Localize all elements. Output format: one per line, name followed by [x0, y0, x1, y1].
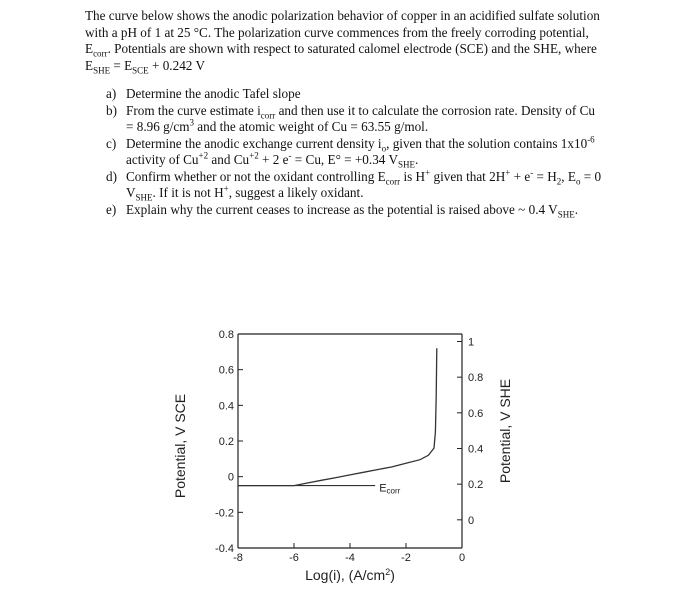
eshe-sub: SHE: [93, 65, 111, 76]
intro-line-2: with a pH of 1 at 25 °C. The polarization curve commences from the freely corroding potential,: [85, 24, 589, 40]
question-b-label: b): [106, 102, 117, 118]
qd-s3: o: [575, 176, 581, 187]
ecorr-annotation: Ecorr: [379, 482, 401, 496]
qd-t2: is H: [400, 168, 426, 184]
y-left-tick-label: -0.4: [215, 543, 234, 555]
qd-t4: + e: [510, 168, 531, 184]
qc-t6: = Cu, E° = +0.34 V: [291, 152, 398, 167]
qc-t2: , given that the solution contains 1x10: [386, 135, 588, 151]
question-a-text: Determine the anodic Tafel slope: [126, 86, 301, 101]
chart-group: [172, 329, 513, 583]
qc-t4: and Cu: [208, 152, 250, 167]
intro-line-1: The curve below shows the anodic polarization behavior of copper in an acidified sulfate solution: [85, 8, 600, 23]
x-tick-label: -4: [345, 552, 355, 564]
y-right-tick-label: 0.2: [468, 479, 484, 492]
y-right-tick-label: 0.8: [468, 372, 484, 385]
qd-s4: SHE: [135, 192, 153, 203]
qb-t3: = 8.96 g/cm: [126, 119, 190, 134]
qc-t1: Determine the anodic exchange current density i: [126, 135, 382, 151]
y-right-tick-label: 0.4: [468, 443, 484, 456]
qc-sup2: +2: [198, 150, 209, 161]
qd-t9: . If it is not H: [152, 185, 224, 200]
y-left-axis-label: Potential, V SCE: [172, 393, 188, 499]
qc-t7: .: [415, 152, 419, 167]
y-left-tick-label: -0.2: [215, 507, 234, 520]
qd-t8: V: [126, 185, 136, 200]
qc-t5: + 2 e: [258, 152, 289, 167]
y-left-tick-label: 0.8: [218, 329, 234, 341]
qb-t4: and the atomic weight of Cu = 63.55 g/mol.: [193, 119, 429, 134]
qd-sup1: +: [425, 167, 431, 178]
qb-s1: corr: [260, 110, 276, 121]
qd-sup3: -: [530, 167, 534, 178]
x-axis-label-sup: 2: [385, 567, 391, 577]
x-axis-label-end: ): [390, 567, 395, 583]
ecorr-annotation-sub: corr: [386, 486, 401, 496]
qc-s1: o: [381, 143, 387, 154]
x-tick-label: -8: [233, 552, 243, 564]
ecorr-e: E: [85, 41, 94, 56]
y-right-tick-label: 0: [468, 514, 475, 527]
qd-t1: Confirm whether or not the oxidant controlling E: [126, 168, 386, 184]
plus-offset: + 0.242 V: [148, 57, 205, 73]
qb-t1: From the curve estimate i: [126, 102, 261, 118]
qd-sup4: +: [223, 183, 229, 194]
qd-t3: given that 2H: [430, 168, 506, 184]
qc-sup4: -: [288, 150, 292, 161]
qd-t10: , suggest a likely oxidant.: [228, 185, 364, 200]
qd-s1: corr: [385, 176, 401, 187]
qc-sup1: -6: [587, 134, 595, 145]
qd-s2: 2: [556, 176, 562, 187]
y-right-axis-label: Potential, V SHE: [497, 378, 513, 484]
equals-e: = E: [110, 57, 133, 73]
qe-t1: Explain why the current ceases to increase as the potential is raised above ~ 0.4 V: [126, 201, 558, 217]
intro-line-3-text: . Potentials are shown with respect to saturated calomel electrode (SCE) and the SHE, where: [107, 41, 597, 56]
y-left-tick-label: 0.2: [218, 436, 234, 448]
x-tick-label: -2: [401, 552, 411, 564]
qd-t7: = 0: [580, 168, 602, 184]
x-axis-label: Log(i), $(A/cm^2)$: [305, 567, 395, 583]
qe-s1: SHE: [557, 209, 575, 220]
eshe-e: E: [85, 57, 94, 73]
y-right-tick-label: 1: [468, 336, 475, 349]
question-a-label: a): [106, 86, 117, 101]
x-tick-label: -6: [289, 552, 299, 564]
y-right-tick-label: 0.6: [468, 407, 484, 420]
y-left-tick-label: 0.6: [218, 364, 234, 377]
qc-sup3: +2: [249, 150, 259, 161]
question-d-label: d): [106, 168, 117, 184]
qb-sup1: 3: [189, 117, 194, 128]
qc-t3: activity of Cu: [126, 152, 199, 167]
qd-sup2: +: [505, 167, 511, 178]
qd-t6: , E: [561, 168, 576, 184]
qe-t2: .: [574, 201, 578, 217]
y-left-tick-label: 0.4: [218, 400, 234, 413]
qd-t5: = H: [533, 168, 557, 184]
question-e-label: e): [106, 201, 117, 217]
esce-sub: SCE: [132, 65, 149, 76]
qb-t2: and then use it to calculate the corrosion rate. Density of Cu: [275, 102, 595, 118]
question-c-label: c): [106, 135, 117, 151]
x-tick-label: 0: [458, 552, 466, 564]
polarization-curve: [238, 348, 437, 485]
y-left-tick-label: 0: [227, 471, 234, 484]
qc-s2: SHE: [397, 159, 415, 170]
ecorr-sub: corr: [93, 48, 108, 59]
